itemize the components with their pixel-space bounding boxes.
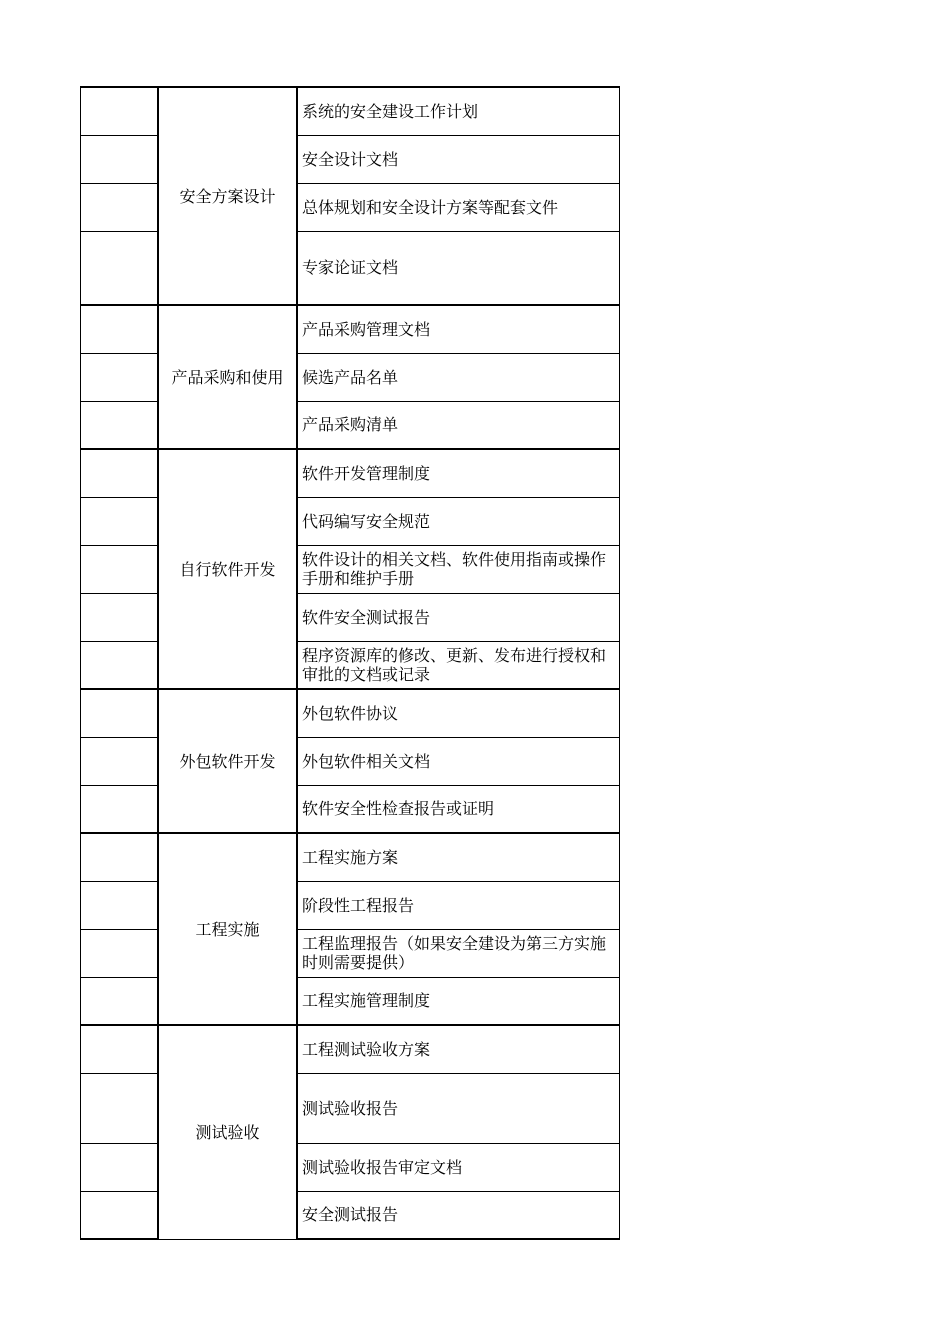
- index-cell: [81, 785, 159, 833]
- index-cell: [81, 135, 159, 183]
- document-item-cell: 代码编写安全规范: [297, 497, 620, 545]
- category-cell: 自行软件开发: [158, 449, 297, 689]
- category-cell: 外包软件开发: [158, 689, 297, 833]
- index-cell: [81, 87, 159, 135]
- document-item-cell: 软件开发管理制度: [297, 449, 620, 497]
- index-cell: [81, 183, 159, 231]
- document-item-cell: 产品采购清单: [297, 401, 620, 449]
- document-item-cell: 工程测试验收方案: [297, 1025, 620, 1073]
- document-item-cell: 工程监理报告（如果安全建设为第三方实施时则需要提供）: [297, 929, 620, 977]
- document-item-cell: 软件安全性检查报告或证明: [297, 785, 620, 833]
- index-cell: [81, 737, 159, 785]
- index-cell: [81, 449, 159, 497]
- index-cell: [81, 353, 159, 401]
- document-item-cell: 工程实施管理制度: [297, 977, 620, 1025]
- document-checklist-table: [80, 86, 620, 1240]
- index-cell: [81, 833, 159, 881]
- index-cell: [81, 641, 159, 689]
- category-cell: 产品采购和使用: [158, 305, 297, 449]
- index-cell: [81, 1025, 159, 1073]
- document-item-cell: 安全测试报告: [297, 1191, 620, 1239]
- document-item-cell: 软件设计的相关文档、软件使用指南或操作手册和维护手册: [297, 545, 620, 593]
- index-cell: [81, 689, 159, 737]
- index-cell: [81, 1073, 159, 1143]
- table-row: [81, 305, 620, 353]
- document-item-cell: 总体规划和安全设计方案等配套文件: [297, 183, 620, 231]
- index-cell: [81, 977, 159, 1025]
- table-row: [81, 689, 620, 737]
- document-item-cell: 测试验收报告: [297, 1073, 620, 1143]
- category-cell: 工程实施: [158, 833, 297, 1025]
- document-item-cell: 阶段性工程报告: [297, 881, 620, 929]
- index-cell: [81, 881, 159, 929]
- index-cell: [81, 305, 159, 353]
- document-item-cell: 测试验收报告审定文档: [297, 1143, 620, 1191]
- table-row: [81, 87, 620, 135]
- document-item-cell: 软件安全测试报告: [297, 593, 620, 641]
- document-item-cell: 外包软件相关文档: [297, 737, 620, 785]
- index-cell: [81, 545, 159, 593]
- index-cell: [81, 1191, 159, 1239]
- table-row: [81, 449, 620, 497]
- table-row: [81, 1025, 620, 1073]
- index-cell: [81, 593, 159, 641]
- document-item-cell: 外包软件协议: [297, 689, 620, 737]
- index-cell: [81, 1143, 159, 1191]
- index-cell: [81, 401, 159, 449]
- document-item-cell: 专家论证文档: [297, 231, 620, 305]
- document-item-cell: 程序资源库的修改、更新、发布进行授权和审批的文档或记录: [297, 641, 620, 689]
- document-item-cell: 系统的安全建设工作计划: [297, 87, 620, 135]
- index-cell: [81, 497, 159, 545]
- document-item-cell: 安全设计文档: [297, 135, 620, 183]
- table-row: [81, 833, 620, 881]
- index-cell: [81, 231, 159, 305]
- index-cell: [81, 929, 159, 977]
- table-body: [81, 87, 620, 1239]
- document-item-cell: 产品采购管理文档: [297, 305, 620, 353]
- document-item-cell: 候选产品名单: [297, 353, 620, 401]
- category-cell: 测试验收: [158, 1025, 297, 1239]
- document-item-cell: 工程实施方案: [297, 833, 620, 881]
- category-cell: 安全方案设计: [158, 87, 297, 305]
